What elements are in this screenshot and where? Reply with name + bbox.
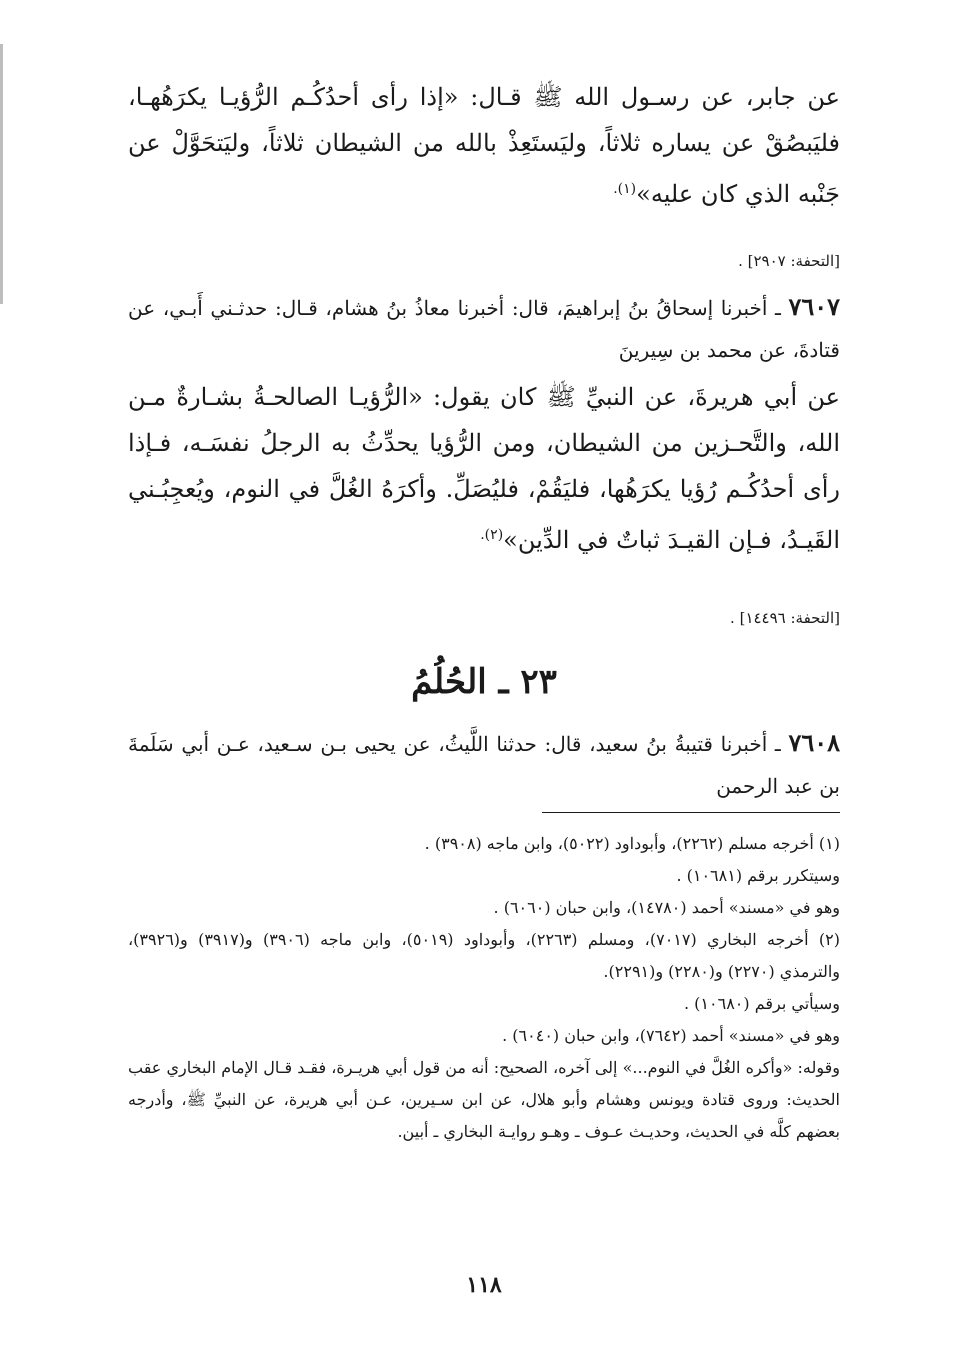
footnote-line: وهو في «مسند» أحمد (١٤٧٨٠)، وابن حبان (٦٠٦٠) . — [493, 898, 840, 917]
hadith-7607-isnad — [128, 286, 840, 371]
footnote-line: (١) أخرجه مسلم (٢٢٦٢)، وأبوداود (٥٠٢٢)، وابن ماجه (٣٩٠٨) . — [424, 834, 840, 853]
footnote-mark-1: (١). — [613, 181, 637, 197]
footnote-mark-2: (٢). — [480, 527, 504, 543]
tuhfa-reference-2: [التحفة: ١٤٤٩٦] . — [730, 609, 840, 627]
hadith-number-7608: ٧٦٠٨ — [788, 728, 841, 757]
page-number: ١١٨ — [466, 1272, 502, 1298]
footnotes — [128, 828, 840, 1148]
hadith-number-7607: ٧٦٠٧ — [788, 292, 841, 321]
footnote-line: وقوله: «وأكره الغُلَّ في النوم...» إلى آخره، الصحيح: أنه من قول أبي هريـرة، فقـد قـال الإمام البخاري عقب الحديث: وروى قتادة ويونس وهشام وأبو هلال، عن ابن سـيرين، عـن أبي هريرة، عن النبيِّ ﷺ، وأدرجه بعضهم كلَّه في الحديث، وحديـث عـوف ـ وهـو روايـة البخاري ـ أبين. — [128, 1058, 841, 1141]
footnote-separator — [542, 812, 840, 813]
isnad-7607-text: ـ أخبرنا إسحاقُ بنُ إبراهيمَ، قال: أخبرنا معاذُ بنُ هشام، قـال: حدثـني أَبـي، عن قتادةَ، عن محمد بن سِيرينَ — [128, 296, 840, 362]
hadith-text-7606-end — [128, 74, 840, 217]
isnad-7608-text: ـ أخبرنا قتيبةُ بنُ سعيد، قال: حدثنا اللَّيثُ، عن يحيى بـن سـعيد، عـن أبي سَلَمةَ بن عبد الرحمن — [128, 732, 840, 798]
hadith-text-7607 — [128, 374, 840, 563]
chapter-title: ٢٣ ـ الحُلُمُ — [411, 662, 557, 702]
paragraph-1-text: عن جابر، عن رسـول الله ﷺ قـال: «إذا رأى أحدُكُـم الرُّؤيـا يكرَهُهـا، فليَبصُقْ عن يساره ثلاثاً، وليَستَعِذْ بالله من الشيطان ثلاثاً، وليَتحَوَّلْ عن جَنْبه الذي كان عليه» — [128, 83, 840, 208]
scan-edge-line — [0, 44, 3, 304]
footnote-line: وهو في «مسند» أحمد (٧٦٤٢)، وابن حبان (٦٠٤٠) . — [502, 1026, 840, 1045]
footnote-line: وسيأتي برقم (١٠٦٨٠) . — [683, 994, 840, 1013]
hadith-7608-isnad — [128, 722, 840, 807]
paragraph-2-text: عن أبي هريرةَ، عن النبيِّ ﷺ كان يقول: «الرُّؤيـا الصالحـةُ بشـارةٌ مـن الله، والتَّحـزين من الشيطان، ومن الرُّؤيا يحدِّثُ به الرجلُ نفسَـه، فـإذا رأى أحدُكُـم رُؤيا يكرَهُها، فليَقُمْ، فليُصَلِّ. وأكرَهُ الغُلَّ في النوم، ويُعجِبُـني القَيـدُ، فـإن القيـدَ ثباتٌ في الدِّين» — [128, 383, 840, 554]
footnote-line: وسيتكرر برقم (١٠٦٨١) . — [676, 866, 840, 885]
tuhfa-reference-1: [التحفة: ٢٩٠٧] . — [738, 252, 840, 270]
footnote-line: (٢) أخرجه البخاري (٧٠١٧)، ومسلم (٢٢٦٣)، وأبوداود (٥٠١٩)، وابن ماجه (٣٩٠٦) و(٣٩١٧) و(٣٩٢٦)، والترمذي (٢٢٧٠) و(٢٢٨٠) و(٢٢٩١). — [128, 930, 840, 981]
